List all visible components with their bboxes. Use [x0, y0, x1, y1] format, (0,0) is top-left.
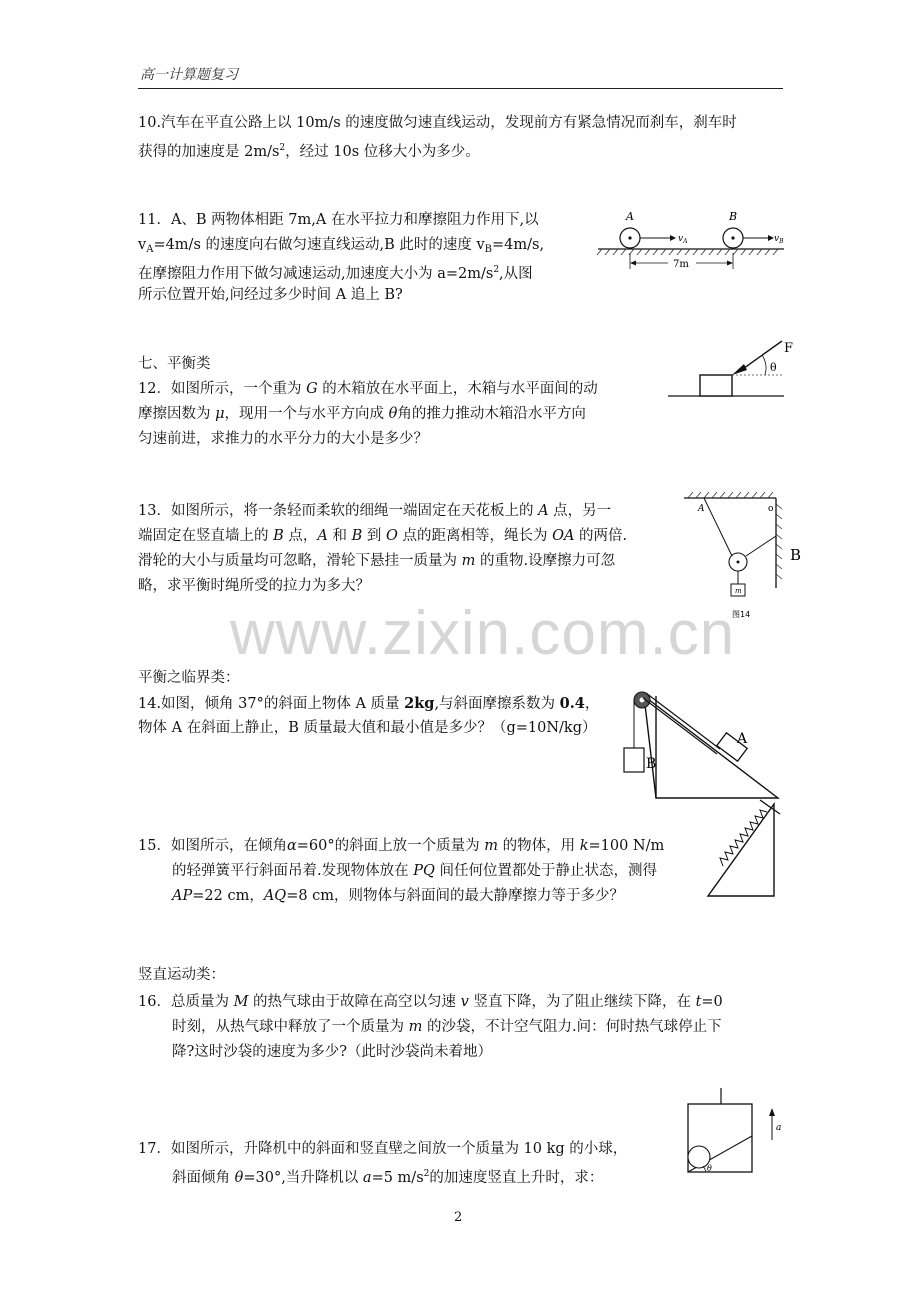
q17-line2: 斜面倾角 θ=30°,当升降机以 a=5 $m/s^2$的加速度竖直上升时，求： [172, 1169, 604, 1186]
theta-label: θ [707, 1164, 712, 1173]
q17-line1: 17．如图所示，升降机中的斜面和竖直壁之间放一个质量为 10 kg 的小球， [138, 1141, 628, 1157]
q15-figure [700, 798, 784, 902]
q16-line2: 时刻，从热气球中释放了一个质量为 m 的沙袋，不计空气阻力.问：何时热气球停止下 [172, 1019, 722, 1035]
q13-line3: 滑轮的大小与质量均可忽略，滑轮下悬挂一质量为 m 的重物.设摩擦力可忽 [138, 553, 616, 569]
wooden-box [700, 375, 732, 396]
section-7-title: 七、平衡类 [138, 356, 211, 372]
section-critical-title: 平衡之临界类： [138, 670, 240, 686]
incline [644, 696, 778, 798]
q15-line1: 15．如图所示，在倾角α=60°的斜面上放一个质量为 m 的物体，用 k=100 N/m [138, 838, 665, 854]
q17-figure [684, 1086, 788, 1182]
page-number: 2 [454, 1210, 463, 1225]
q11-line2: $v_A=4m/s$ 的速度向右做匀速直线运动,B 此时的速度 $v_B=4m/s$, [138, 237, 545, 255]
header-title: 高一计算题复习 [140, 67, 238, 83]
block-a-label: A [737, 731, 748, 747]
incline-60 [708, 804, 774, 896]
fig-vb: $v_B$ [774, 234, 784, 245]
fig-distance: 7m [673, 259, 689, 270]
accel-label: a [776, 1123, 782, 1133]
q13-line1: 13．如图所示，将一条轻而柔软的细绳一端固定在天花板上的 A 点，另一 [138, 503, 612, 519]
q16-line1: 16．总质量为 M 的热气球由于故障在高空以匀速 v 竖直下降，为了阻止继续下降，在 t=0 [138, 994, 723, 1010]
mass-label: m [735, 587, 742, 595]
q11-line1: 11．A、B 两物体相距 7m,A 在水平拉力和摩擦阻力作用下,以 [138, 212, 539, 228]
page-header [138, 62, 783, 89]
q12-figure [664, 333, 794, 403]
q14-line2: 物体 A 在斜面上静止，B 质量最大值和最小值是多少？（g=10N/kg） [138, 720, 597, 736]
q14-line1: 14.如图，倾角 37°的斜面上物体 A 质量 2kg,与斜面摩擦系数为 0.4， [138, 695, 600, 712]
force-label: F [784, 341, 794, 356]
q14-figure [616, 682, 786, 804]
q15-line3: AP=22 cm，AQ=8 cm，则物体与斜面间的最大静摩擦力等于多少？ [172, 888, 625, 904]
q10-line1: 10.汽车在平直公路上以 10m/s 的速度做匀速直线运动，发现前方有紧急情况而刹车，刹车时 [138, 115, 737, 131]
q11-line3: 在摩擦阻力作用下做匀减速运动,加速度大小为 $a=2m/s^2$,从图 [138, 265, 533, 282]
fig-va: $v_A$ [678, 234, 688, 245]
q12-line1: 12．如图所示，一个重为 G 的木箱放在水平面上，木箱与水平面间的动 [138, 381, 598, 397]
section-vertical-title: 竖直运动类： [138, 967, 225, 983]
q12-line3: 匀速前进，求推力的水平分力的大小是多少？ [138, 431, 428, 447]
point-a-label: A [698, 504, 705, 514]
q16-line3: 降?这时沙袋的速度为多少?（此时沙袋尚未着地） [172, 1044, 493, 1060]
q11-line4: 所示位置开始,问经过多少时间 A 追上 B? [138, 287, 403, 303]
q15-line2: 的轻弹簧平行斜面吊着.发现物体放在 PQ 间任何位置都处于静止状态，测得 [172, 863, 657, 879]
figure-caption: 图14 [732, 610, 751, 619]
fig-label-b: B [729, 210, 738, 223]
q13-line2: 端固定在竖直墙上的 B 点，A 和 B 到 O 点的距离相等，绳长为 OA 的两倍. [138, 528, 628, 544]
watermark: www.zixin.com.cn [230, 599, 736, 668]
theta-label: θ [770, 361, 777, 374]
block-b-label: B [646, 756, 657, 772]
point-o-label: o [768, 504, 774, 514]
q12-line2: 摩擦因数为 μ，现用一个与水平方向成 θ角的推力推动木箱沿水平方向 [138, 406, 586, 422]
q11-figure [596, 205, 788, 275]
q10-line2: 获得的加速度是 $2m/s^2$，经过 10s 位移大小为多少。 [138, 143, 480, 160]
point-b-label: B [790, 546, 802, 564]
fig-label-a: A [626, 210, 634, 223]
block-b [624, 748, 644, 772]
q13-line4: 略，求平衡时绳所受的拉力为多大？ [138, 578, 370, 594]
